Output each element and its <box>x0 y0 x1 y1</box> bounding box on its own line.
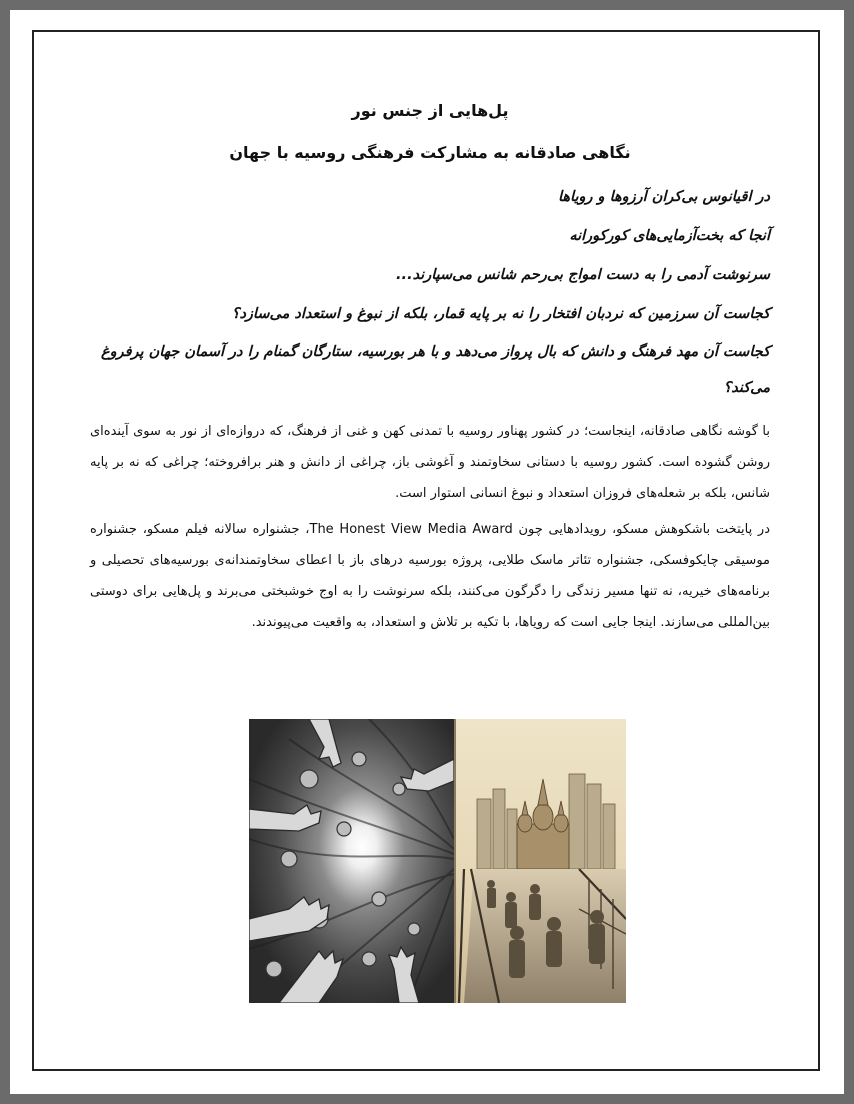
document-page <box>10 10 844 1094</box>
illustration-image <box>249 719 626 1003</box>
poem-line: در اقیانوس بی‌کران آرزوها و رویاها <box>557 189 770 205</box>
event-name: The Honest View Media Award <box>309 522 513 537</box>
poem <box>90 186 770 406</box>
poem-line: کجاست آن مهد فرهنگ و دانش که بال پرواز می‌دهد و با هر بورسیه، ستارگان گمنام را در آسمان جهان پرفروغ می‌کند؟ <box>100 344 770 396</box>
document-subtitle: نگاهی صادقانه به مشارکت فرهنگی روسیه با جهان <box>229 143 631 162</box>
poem-line: آنجا که بخت‌آزمایی‌های کورکورانه <box>569 228 770 244</box>
paragraph-2-rest: ، جشنواره سالانه فیلم مسکو، جشنواره موسیقی چایکوفسکی، جشنواره تئاتر ماسک طلایی، پروژه بورسیه درهای باز با اعطای سخاوتمندانه‌ی بورسیه‌های تحصیلی و برنامه‌های خیریه، نه تنها مسیر زندگی را دگرگون می‌کنند، بلکه سرنوشت را به اوج خوشبختی می‌برند و پل‌هایی برای دوستی بین‌المللی می‌سازند. اینجا جایی است که رویاها، با تکیه بر تلاش و استعداد، به واقعیت می‌پیوندند. <box>90 522 770 630</box>
paragraph-1: با گوشه نگاهی صادقانه، اینجاست؛ در کشور پهناور روسیه با تمدنی کهن و غنی از فرهنگ، که دروازه‌ای از نور به سوی آینده‌ای روشن گشوده است. کشور روسیه با دستانی سخاوتمند و آغوشی باز، چراغی از دانش و هنر برافروخته؛ چراغی که نه بر پایه شانس، بلکه بر شعله‌های فروزان استعداد و نبوغ انسانی استوار است. <box>90 424 770 501</box>
body-text <box>90 416 770 638</box>
poem-line: کجاست آن سرزمین که نردبان افتخار را نه بر پایه قمار، بلکه از نبوغ و استعداد می‌سازد؟ <box>231 306 770 322</box>
document-title: پل‌هایی از جنس نور <box>351 101 509 120</box>
paragraph-2 <box>90 514 770 638</box>
paragraph-2-start: در پایتخت باشکوهش مسکو، رویدادهایی چون <box>512 522 771 537</box>
document-content <box>90 100 770 638</box>
poem-line: سرنوشت آدمی را به دست امواج بی‌رحم شانس می‌سپارند... <box>396 267 770 283</box>
